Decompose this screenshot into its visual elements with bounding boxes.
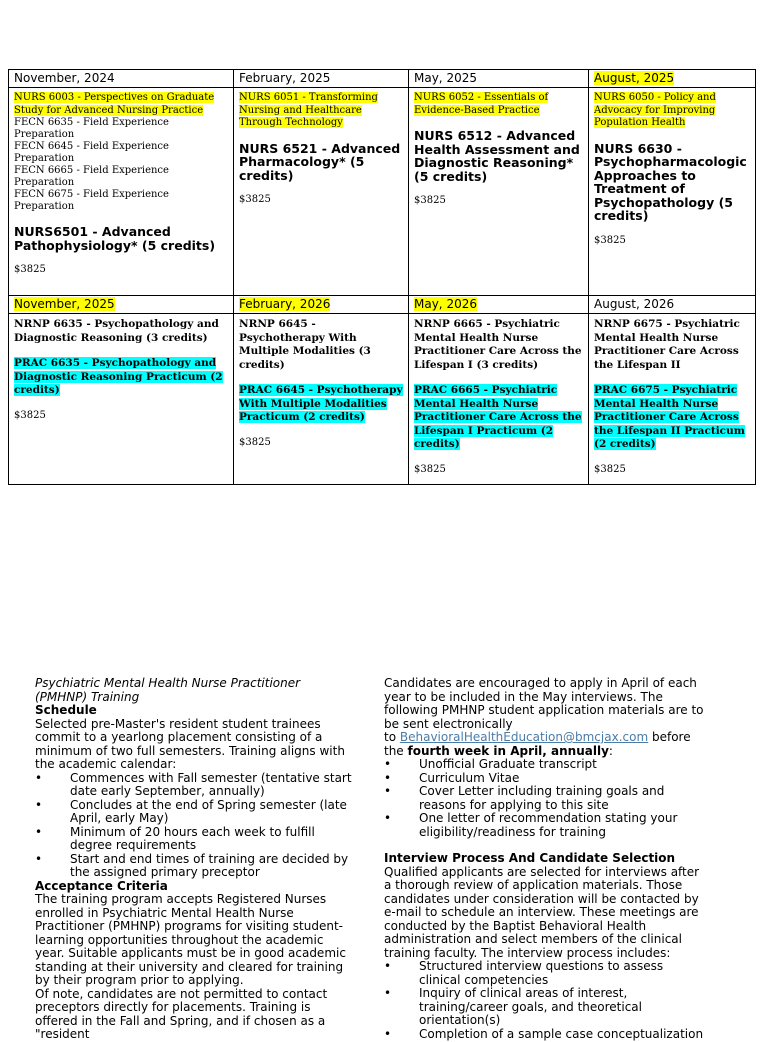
schedule-cell: [9, 296, 234, 485]
fieldwork-item: FECN 6675 - Field Experience Preparation: [14, 189, 169, 212]
course-title: NRNP 6675 - Psychiatric Mental Health Nurse Practitioner Care Across the Lifespan II: [594, 318, 740, 371]
course-title: NURS 6051 - Transforming Nursing and Healthcare Through Technology: [239, 92, 378, 128]
course-schedule-table: [8, 69, 756, 485]
course-title-major: NURS 6512 - Advanced Health Assessment and Diagnostic Reasoning* (5 credits): [414, 128, 580, 184]
tuition-price: $3825: [239, 436, 271, 448]
schedule-cell: [9, 70, 234, 296]
email-link[interactable]: BehavioralHealthEducation@bmcjax.com: [399, 730, 649, 744]
schedule-cell: [234, 70, 409, 296]
tuition-price: $3825: [594, 234, 626, 246]
fieldwork-item: FECN 6645 - Field Experience Preparation: [14, 141, 169, 164]
tuition-price: $3825: [414, 195, 446, 206]
section-title: Psychiatric Mental Health Nurse Practitioner (PMHNP) Training: [35, 676, 301, 704]
interview-heading: Interview Process And Candidate Selection: [384, 851, 676, 865]
schedule-cell: [409, 296, 589, 485]
tuition-price: $3825: [594, 463, 626, 475]
tuition-price: $3825: [14, 409, 46, 421]
list-item: • Structured interview questions to assess clinical competencies: [384, 959, 664, 987]
pmhnp-training-column: [35, 677, 353, 1042]
application-column: [384, 677, 704, 1041]
tuition-price: $3825: [239, 194, 271, 205]
term-header: August, 2026: [589, 296, 755, 314]
fieldwork-item: FECN 6635 - Field Experience Preparation: [14, 117, 169, 140]
bullet: •: [35, 824, 43, 839]
schedule-cell: [589, 296, 756, 485]
schedule-heading: Schedule: [35, 703, 97, 717]
course-title: NURS 6003 - Perspectives on Graduate Study for Advanced Nursing Practice: [14, 92, 215, 116]
term-header: August, 2025: [594, 71, 675, 85]
bullet: •: [35, 797, 43, 812]
tuition-price: $3825: [14, 264, 46, 275]
term-header: November, 2025: [14, 297, 115, 311]
course-title: NURS 6052 - Essentials of Evidence-Based Practice: [414, 92, 549, 116]
term-header: November, 2024: [9, 70, 233, 88]
term-header: May, 2026: [414, 297, 477, 311]
schedule-cell: [589, 70, 756, 296]
fieldwork-item: FECN 6665 - Field Experience Preparation: [14, 165, 169, 188]
course-title-major: NURS 6521 - Advanced Pharmacology* (5 credits): [239, 140, 401, 183]
course-title-major: NURS 6630 - Psychopharmacologic Approaches to Treatment of Psychopathology (5 credits): [594, 140, 747, 223]
course-title: NURS 6050 - Policy and Advocacy for Improving Population Health: [594, 92, 716, 128]
list-item: • Curriculum Vitae: [384, 770, 520, 785]
interview-text: Qualified applicants are selected for interviews after a thorough review of application materials. Those candidates under consideration will be contacted by e-mail to schedule an interview. These meetings are conducted by the Baptist Behavioral Health administration and select members of the clinical training faculty. The interview process includes:: [384, 864, 700, 960]
bullet: •: [35, 770, 43, 785]
practicum-title: PRAC 6665 - Psychiatric Mental Health Nurse Practitioner Care Across the Lifespan I Practicum (2 credits): [414, 384, 582, 450]
application-intro: Candidates are encouraged to apply in April of each year to be included in the May interviews. The following PMHNP student application materials are to be sent electronically to BehavioralHealthEducation@bmcjax.com before the fourth week in April, annually:: [384, 676, 704, 758]
list-item: • Concludes at the end of Spring semester (late April, early May): [35, 797, 347, 825]
term-header: February, 2025: [234, 70, 408, 88]
course-title: NRNP 6645 - Psychotherapy With Multiple Modalities (3 credits): [239, 318, 371, 371]
tuition-price: $3825: [414, 463, 446, 475]
term-header: February, 2026: [239, 297, 331, 311]
course-title: NRNP 6665 - Psychiatric Mental Health Nurse Practitioner Care Across the Lifespan I (3 credits): [414, 318, 582, 371]
course-title-major: NURS6501 - Advanced Pathophysiology* (5 credits): [14, 224, 216, 253]
course-title: NRNP 6635 - Psychopathology and Diagnostic Reasoning (3 credits): [14, 318, 219, 344]
list-item: • Start and end times of training are decided by the assigned primary preceptor: [35, 851, 349, 879]
list-item: • Inquiry of clinical areas of interest, training/career goals, and theoretical orientation(s): [384, 986, 642, 1027]
list-item: • Minimum of 20 hours each week to fulfill degree requirements: [35, 824, 315, 852]
list-item: • Unofficial Graduate transcript: [384, 757, 597, 771]
list-item: • One letter of recommendation stating your eligibility/readiness for training: [384, 811, 678, 839]
list-item: • Commences with Fall semester (tentative start date early September, annually): [35, 770, 352, 798]
note-text: Of note, candidates are not permitted to contact preceptors directly for placements. Training is offered in the Fall and Spring, and if chosen as a "resident: [35, 986, 328, 1041]
term-header: May, 2025: [409, 70, 588, 88]
practicum-title: PRAC 6675 - Psychiatric Mental Health Nurse Practitioner Care Across the Lifespan II Practicum (2 credits): [594, 384, 745, 450]
list-item: • Completion of a sample case conceptualization: [384, 1026, 704, 1041]
schedule-cell: [409, 70, 589, 296]
schedule-text: Selected pre-Master's resident student trainees commit to a yearlong placement consisting of a minimum of two full semesters. Training aligns with the academic calendar:: [35, 716, 345, 771]
acceptance-heading: Acceptance Criteria: [35, 878, 168, 893]
practicum-title: PRAC 6635 - Psychopathology and Diagnostic Reasoning Practicum (2 credits): [14, 357, 223, 396]
acceptance-text: The training program accepts Registered Nurses enrolled in Psychiatric Mental Health Nurse Practitioner (PMHNP) programs for visiting student-learning opportunities throughout the academic year. Suitable applicants must be in good academic standing at their university and cleared for training by their program prior to applying.: [35, 892, 346, 987]
bullet: •: [35, 851, 43, 866]
schedule-cell: [234, 296, 409, 485]
practicum-title: PRAC 6645 - Psychotherapy With Multiple Modalities Practicum (2 credits): [239, 384, 403, 423]
list-item: • Cover Letter including training goals and reasons for applying to this site: [384, 784, 665, 812]
deadline-text: fourth week in April, annually: [407, 743, 609, 758]
